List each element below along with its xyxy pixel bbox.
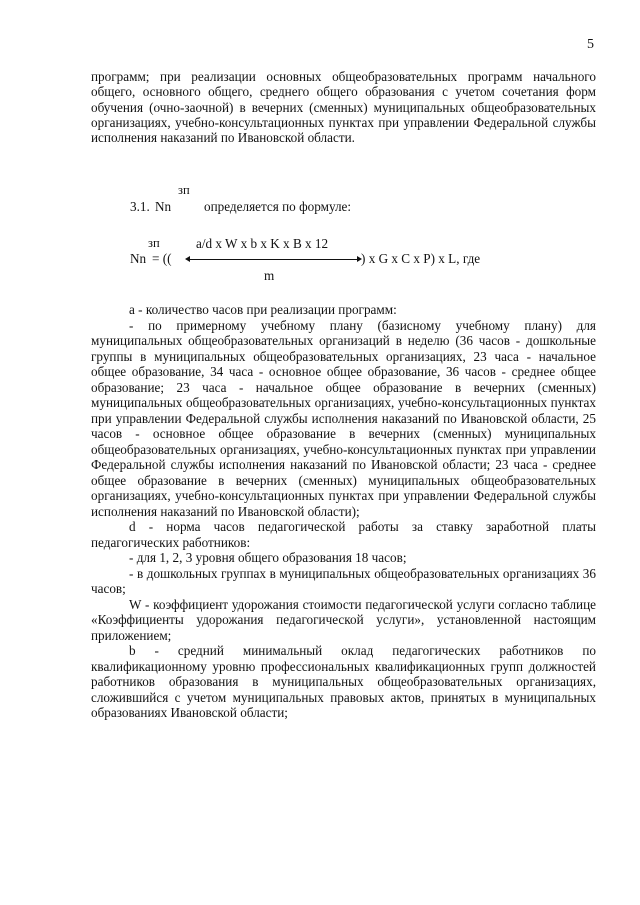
- formula-after-fraction: ) x G x C x P) x L, где: [361, 251, 481, 266]
- formula-numerator: a/d x W x b x K x B x 12: [196, 236, 329, 251]
- definition-d-item-2: - в дошкольных группах в муниципальных общеобразовательных организациях 36 часов;: [91, 565, 596, 596]
- formula-denominator: m: [264, 268, 275, 283]
- formula-equals-open: = ((: [152, 251, 172, 266]
- definition-d-intro: d - норма часов педагогической работы за ставку заработной платы педагогических работников:: [91, 519, 596, 550]
- fraction-line: [187, 259, 360, 260]
- definition-b: b - средний минимальный оклад педагогических работников по квалификационному уровню профессиональных квалификационных групп должностей работников образования в муниципальных общеобразовательных организациях, сложившийся с учетом муниципальных правовых актов, принятых в муниципальных образованиях Ивановской области;: [91, 643, 596, 720]
- definition-a-intro: а - количество часов при реализации программ:: [129, 302, 397, 317]
- intro-block: [91, 69, 596, 145]
- heading-superscript: зп: [178, 183, 190, 197]
- heading-symbol: Nn: [155, 199, 172, 214]
- page-number: 5: [587, 37, 594, 52]
- formula-lhs: Nn: [130, 251, 147, 266]
- definition-d-item-1: - для 1, 2, 3 уровня общего образования 18 часов;: [129, 550, 407, 565]
- intro-paragraph: программ; при реализации основных общеобразовательных программ начального общего, основного общего, среднего общего образования с учетом сочетания форм обучения (очно-заочной) в вечерних (сменных) муниципальных общеобразовательных организациях, учебно-консультационных пунктах при управлении Федеральной службы исполнения наказаний по Ивановской области.: [91, 69, 596, 146]
- definition-w: W - коэффициент удорожания стоимости педагогической услуги согласно таблице «Коэффициенты удорожания педагогической услуги», установленной настоящим приложением;: [91, 596, 596, 643]
- heading-number: 3.1.: [130, 199, 150, 214]
- definitions-block: [91, 302, 596, 721]
- formula-superscript: зп: [148, 236, 160, 250]
- definition-a-item-1: - по примерному учебному плану (базисному учебному плану) для муниципальных общеобразовательных организаций в неделю (36 часов - дошкольные группы в муниципальных общеобразовательных организациях, 23 часа - начальное общее образование, 34 часа - основное общее образование, 36 часов - среднее общее образование; 23 часа - начальное общее образование в вечерних (сменных) муниципальных общеобразовательных организациях, учебно-консультационных пунктах при управлении Федеральной службы исполнения наказаний по Ивановской области, 25 часов - основное общее образование в вечерних (сменных) муниципальных общеобразовательных организациях, учебно-консультационных пунктах при управлении Федеральной службы исполнения наказаний по Ивановской области; 23 часа - среднее общее образование в вечерних (сменных) муниципальных общеобразовательных организациях, учебно-консультационных пунктах при управлении Федеральной службы исполнения наказаний по Ивановской области);: [91, 317, 596, 519]
- heading-text: определяется по формуле:: [204, 199, 352, 214]
